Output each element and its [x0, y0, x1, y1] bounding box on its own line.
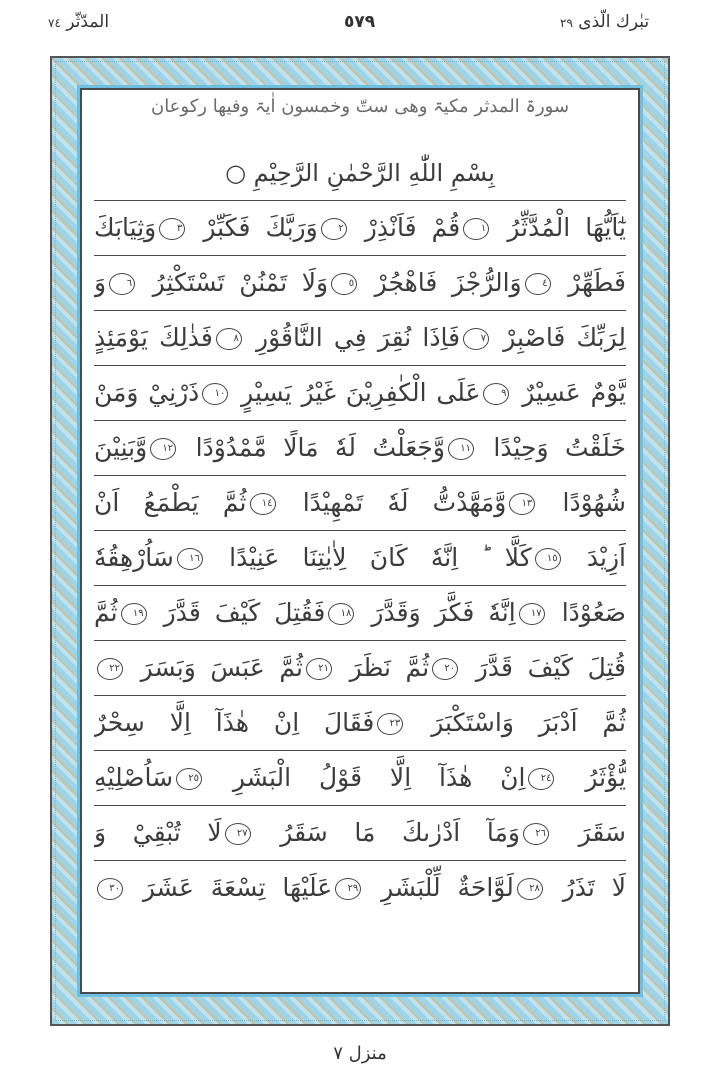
bismillah-line: بِسْمِ اللّٰهِ الرَّحْمٰنِ الرَّحِيْمِ ○	[94, 146, 626, 201]
verse-line	[94, 201, 626, 256]
ayah-number-marker: ١٤	[250, 493, 276, 515]
manzil-footer: منزل ٧	[333, 1043, 387, 1064]
ayah-number-marker: ١٨	[328, 603, 354, 625]
verse-line	[94, 256, 626, 311]
verse-line	[94, 586, 626, 641]
verse-text: وَّبَنِيْنَ	[94, 433, 148, 462]
ayah-number-marker: ١٠	[202, 383, 228, 405]
verse-text: وَثِيَابَكَ	[94, 213, 157, 242]
verse-text: اِنَّهٗ فَكَّرَ وَقَدَّرَ	[357, 598, 516, 627]
ayah-number-marker: ٨	[216, 328, 242, 350]
verse-text: فَاِذَا نُقِرَ فِي النَّاقُوْرِ	[244, 323, 461, 352]
ayah-number-marker: ١٥	[535, 548, 561, 570]
verse-text: فَذٰلِكَ يَوْمَئِذٍ	[94, 323, 213, 352]
ayah-number-marker: ٢٢	[97, 658, 123, 680]
verse-text: عَلَيْهَا تِسْعَةَ عَشَرَ	[126, 873, 333, 902]
verse-text: سَاُصْلِيْهِ	[94, 763, 174, 792]
ayah-number-marker: ٢٧	[225, 823, 251, 845]
verse-text: ثُمَّ اَدْبَرَ وَاسْتَكْبَرَ	[406, 708, 626, 737]
verse-text: صَعُوْدًا	[547, 598, 626, 627]
verse-line	[94, 696, 626, 751]
ayah-number-marker: ٢٠	[432, 658, 458, 680]
verse-text: شُهُوْدًا	[538, 488, 626, 517]
ayah-number-marker: ١٢	[150, 438, 176, 460]
ayah-number-marker: ٤	[525, 273, 551, 295]
verse-text: قُمْ فَاَنْذِرْ	[349, 213, 461, 242]
ayah-number-marker: ١٧	[519, 603, 545, 625]
verse-text: وَ	[94, 268, 107, 297]
verse-text: يُّؤْثَرُ	[557, 763, 626, 792]
verse-line	[94, 751, 626, 806]
ayah-number-marker: ٢١	[306, 658, 332, 680]
surah-number: ٧٤	[48, 16, 61, 30]
ayah-number-marker: ٢٩	[335, 878, 361, 900]
verse-text: ثُمَّ عَبَسَ وَبَسَرَ	[126, 653, 303, 682]
juz-number: ٢٩	[560, 16, 573, 30]
verse-line	[94, 806, 626, 861]
verse-text: خَلَقْتُ وَحِيْدًا	[476, 433, 626, 462]
ayah-number-marker: ٧	[463, 328, 489, 350]
ayah-number-marker: ٣	[159, 218, 185, 240]
ayah-number-marker: ٢	[321, 218, 347, 240]
text-panel	[80, 88, 640, 994]
ayah-number-marker: ١	[463, 218, 489, 240]
verse-line	[94, 366, 626, 421]
ornamental-border	[50, 56, 670, 1026]
surah-name: المدّثّر	[66, 12, 110, 32]
verse-text: وَّمَهَّدْتُّ لَهٗ تَمْهِيْدًا	[278, 488, 507, 517]
ayah-number-marker: ٥	[331, 273, 357, 295]
verse-line	[94, 476, 626, 531]
verse-text: ثُمَّ	[94, 598, 118, 627]
verse-text: يٰٓاَيُّهَا الْمُدَّثِّرُ	[492, 213, 626, 242]
verse-text: ثُمَّ نَظَرَ	[335, 653, 430, 682]
ayah-number-marker: ١٩	[121, 603, 147, 625]
verse-text: لَا تُبْقِيْ وَ	[94, 818, 222, 847]
verse-text: فَقَالَ اِنْ هٰذَآ اِلَّا سِحْرٌ	[94, 708, 375, 737]
ayah-number-marker: ٢٦	[523, 823, 549, 845]
verse-text: فَطَهِّرْ	[553, 268, 626, 297]
verse-text: اِنْ هٰذَآ اِلَّا قَوْلُ الْبَشَرِ	[205, 763, 526, 792]
verse-text: لَا تَذَرُ	[545, 873, 626, 902]
verse-text: ثُمَّ يَطْمَعُ اَنْ	[94, 488, 247, 517]
ayah-number-marker: ٢٥	[176, 768, 202, 790]
ayah-number-marker: ٢٨	[517, 878, 543, 900]
verse-text: يَّوْمٌ عَسِيْرٌ	[512, 378, 626, 407]
ayah-number-marker: ١٣	[509, 493, 535, 515]
surah-header	[48, 12, 109, 32]
verse-text: وَرَبَّكَ فَكَبِّرْ	[188, 213, 318, 242]
ayah-number-marker: ٣٠	[97, 878, 123, 900]
ayah-number-marker: ١٦	[177, 548, 203, 570]
juz-header	[560, 12, 649, 32]
verse-text: لِرَبِّكَ فَاصْبِرْ	[492, 323, 626, 352]
verse-text: اَزِيْدَ	[563, 543, 626, 572]
verse-line	[94, 311, 626, 366]
ayah-number-marker: ٢٤	[528, 768, 554, 790]
ayah-number-marker: ٩	[483, 383, 509, 405]
verse-text: سَاُرْهِقُهٗ	[94, 543, 174, 572]
verse-text: لَوَّاحَةٌ لِّلْبَشَرِ	[364, 873, 514, 902]
ayah-number-marker: ٦	[109, 273, 135, 295]
verse-line	[94, 531, 626, 586]
verse-text: وَّجَعَلْتُ لَهٗ مَالًا مَّمْدُوْدًا	[179, 433, 445, 462]
verse-text: فَقُتِلَ كَيْفَ قَدَّرَ	[149, 598, 326, 627]
verse-text: ذَرْنِيْ وَمَنْ	[94, 378, 200, 407]
verse-text: وَالرُّجْزَ فَاهْجُرْ	[360, 268, 522, 297]
ayah-number-marker: ٢٣	[377, 713, 403, 735]
juz-name: تبٰرك الّذی	[578, 12, 650, 32]
verse-text: سَقَرَ	[551, 818, 626, 847]
verse-text: كَلَّا ؕ اِنَّهٗ كَانَ لِاٰيٰتِنَا عَنِيْدًا	[205, 543, 532, 572]
verse-text: وَمَآ اَدْرٰىكَ مَا سَقَرُ	[253, 818, 520, 847]
verse-text: قُتِلَ كَيْفَ قَدَّرَ	[461, 653, 626, 682]
verse-text: عَلَى الْكٰفِرِيْنَ غَيْرُ يَسِيْرٍ	[231, 378, 481, 407]
verse-text: وَلَا تَمْنُنْ تَسْتَكْثِرُ	[138, 268, 329, 297]
ayah-number-marker: ١١	[448, 438, 474, 460]
verse-line	[94, 641, 626, 696]
verse-line	[94, 861, 626, 915]
page-number: ٥٧٩	[344, 12, 376, 32]
surah-title: سورۃ المدثر مکیۃ وهی ستّ وخمسون اٰیۃ وفیها رکوعان	[150, 96, 570, 117]
verse-line	[94, 421, 626, 476]
